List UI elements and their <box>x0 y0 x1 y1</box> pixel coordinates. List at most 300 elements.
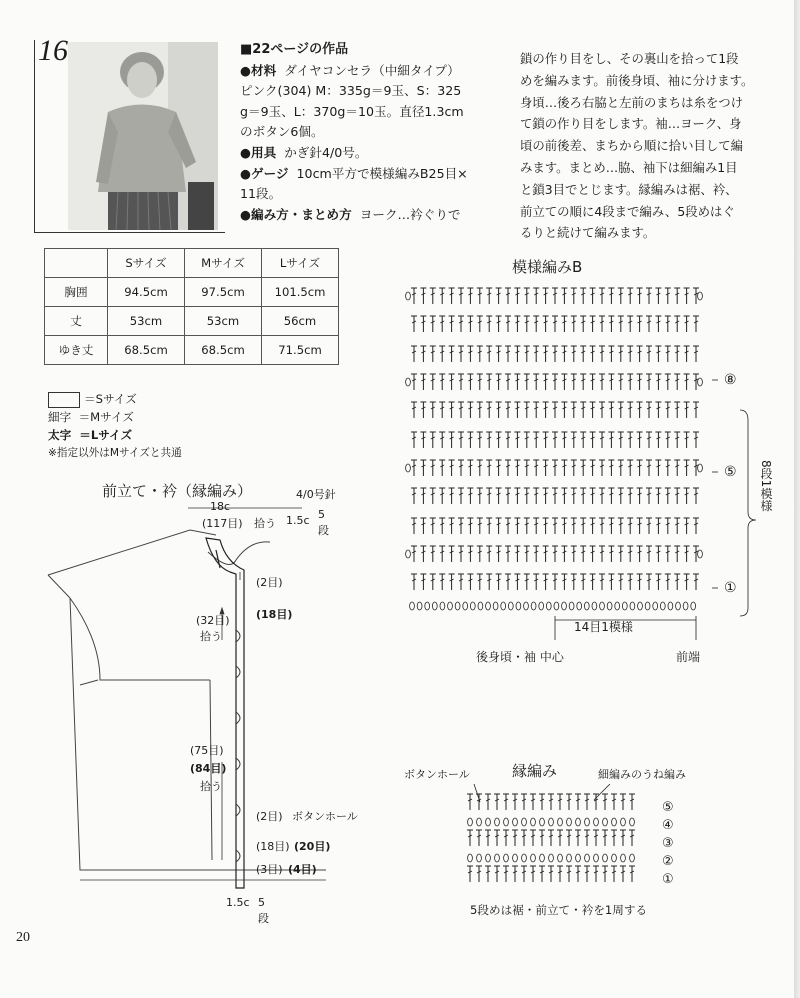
edge-stitch-symbol <box>485 830 491 846</box>
edge-stitch-symbol <box>549 854 554 862</box>
stitch-symbol <box>571 288 577 304</box>
stitch-symbol <box>411 432 417 448</box>
stitch-symbol <box>439 402 445 418</box>
stitch-symbol <box>674 288 680 304</box>
stitch-symbol <box>420 432 426 448</box>
edge-stitch-symbol <box>494 866 500 882</box>
stitch-symbol <box>646 288 652 304</box>
stitch-symbol <box>496 374 502 390</box>
stitch-symbol <box>543 460 549 476</box>
stitch-symbol <box>608 518 614 534</box>
edge-stitch-symbol <box>530 830 536 846</box>
edge-stitch-symbol <box>584 830 590 846</box>
stitch-symbol <box>684 518 690 534</box>
stitch-symbol <box>580 374 586 390</box>
stitch-symbol <box>533 402 539 418</box>
stitch-symbol <box>646 460 652 476</box>
stitch-symbol <box>420 488 426 504</box>
mark-2b: (2目) <box>256 810 283 823</box>
stitch-symbol <box>674 316 680 332</box>
stitch-symbol <box>514 518 520 534</box>
table-header-cell: Mサイズ <box>185 249 262 278</box>
stitch-symbol <box>486 518 492 534</box>
stitch-symbol <box>646 316 652 332</box>
edge-stitch-symbol <box>630 854 635 862</box>
stitch-symbol <box>571 374 577 390</box>
mark-84: (84目) <box>190 762 227 775</box>
stitch-symbol <box>458 316 464 332</box>
stitch-symbol <box>411 288 417 304</box>
stitch-symbol <box>514 346 520 362</box>
edge-stitch-symbol <box>539 830 545 846</box>
edge-stitch-symbol <box>476 866 482 882</box>
stitch-symbol <box>674 488 680 504</box>
stitch-symbol <box>665 546 671 562</box>
stitch-symbol <box>543 432 549 448</box>
stitch-symbol <box>684 374 690 390</box>
stitch-symbol <box>627 374 633 390</box>
desc-line: 頃の前後差、まちから順に拾い目して編 <box>520 138 744 154</box>
stitch-symbol <box>439 546 445 562</box>
stitch-symbol <box>684 346 690 362</box>
stitch-symbol <box>684 432 690 448</box>
stitch-symbol <box>449 288 455 304</box>
stitch-symbol <box>571 402 577 418</box>
stitch-symbol <box>531 602 536 610</box>
stitch-symbol <box>599 432 605 448</box>
edge-stitch-symbol <box>477 854 482 862</box>
info-title: ■22ページの作品 <box>240 42 349 57</box>
stitch-symbol <box>543 316 549 332</box>
stitch-symbol <box>411 346 417 362</box>
stitch-symbol <box>618 546 624 562</box>
edge-stitch-symbol <box>575 794 581 810</box>
stitch-symbol <box>524 602 529 610</box>
stitch-symbol <box>496 346 502 362</box>
edge-stitch-symbol <box>485 794 491 810</box>
stitch-symbol <box>496 518 502 534</box>
stitch-symbol <box>486 374 492 390</box>
stitch-symbol <box>561 402 567 418</box>
stitch-symbol <box>627 288 633 304</box>
stitch-symbol <box>505 460 511 476</box>
edge-stitch-symbol <box>558 818 563 826</box>
model-photo <box>68 42 218 230</box>
width-top: 18c <box>210 500 231 513</box>
stitch-symbol <box>505 288 511 304</box>
legend-note: ※指定以外はMサイズと共通 <box>48 447 182 459</box>
stitch-symbol <box>501 602 506 610</box>
stitch-symbol <box>477 346 483 362</box>
stitch-symbol <box>646 488 652 504</box>
table-cell: 71.5cm <box>262 336 339 365</box>
edge-stitch-symbol <box>557 866 563 882</box>
stitch-symbol <box>561 518 567 534</box>
edge-stitch-symbol <box>521 830 527 846</box>
edge-stitch-symbol <box>476 830 482 846</box>
stitch-symbol <box>524 574 530 590</box>
stitch-symbol <box>533 432 539 448</box>
stitch-symbol <box>543 574 549 590</box>
stitch-symbol <box>449 574 455 590</box>
stitch-symbol <box>467 346 473 362</box>
stitch-symbol <box>477 460 483 476</box>
stitch-symbol <box>599 346 605 362</box>
stitch-symbol <box>533 346 539 362</box>
edge-stitch-symbol <box>495 854 500 862</box>
stitch-symbol <box>514 374 520 390</box>
edge-stitch-symbol <box>495 818 500 826</box>
stitch-symbol <box>580 402 586 418</box>
stitch-symbol <box>693 574 699 590</box>
material-line-1: ピンク(304) M：335g＝9玉、S：325 <box>240 83 462 99</box>
stitch-symbol <box>430 488 436 504</box>
stitch-symbol <box>496 460 502 476</box>
stitch-symbol <box>693 546 699 562</box>
stitches-top: (117目) <box>202 517 243 530</box>
stitch-symbol <box>477 574 483 590</box>
stitch-symbol <box>496 288 502 304</box>
stitch-symbol <box>693 374 699 390</box>
stitch-symbol <box>693 288 699 304</box>
edge-stitch-symbol <box>548 830 554 846</box>
stitch-symbol <box>637 346 643 362</box>
edge-stitch-symbol <box>539 866 545 882</box>
edge-stitch-symbol <box>468 818 473 826</box>
side-top-rows: 5 <box>318 508 325 521</box>
stitch-symbol <box>486 460 492 476</box>
stitch-symbol <box>618 574 624 590</box>
edge-stitch-symbol <box>503 794 509 810</box>
stitch-symbol <box>580 574 586 590</box>
edge-stitch-symbol <box>494 830 500 846</box>
repeat-rows-label: 8段1模様 <box>759 460 773 512</box>
stitch-symbol <box>561 432 567 448</box>
edge-stitch-symbol <box>494 794 500 810</box>
stitch-symbol <box>430 574 436 590</box>
stitch-symbol <box>458 546 464 562</box>
stitch-symbol <box>571 574 577 590</box>
stitch-symbol <box>505 346 511 362</box>
stitch-symbol <box>599 316 605 332</box>
stitch-symbol <box>449 460 455 476</box>
edge-stitch-symbol <box>593 866 599 882</box>
table-cell: 53cm <box>185 307 262 336</box>
stitch-symbol <box>411 316 417 332</box>
stitch-symbol <box>458 346 464 362</box>
stitch-symbol <box>467 402 473 418</box>
mark-20b: (20目) <box>294 840 331 853</box>
stitch-symbol <box>496 574 502 590</box>
stitch-symbol <box>406 292 411 300</box>
edging-row-5: ⑤ <box>662 800 674 815</box>
stitch-symbol <box>410 602 415 610</box>
stitch-symbol <box>561 346 567 362</box>
stitch-symbol <box>449 518 455 534</box>
stitch-symbol <box>458 432 464 448</box>
edge-stitch-symbol <box>567 854 572 862</box>
stitch-symbol <box>477 316 483 332</box>
stitch-symbol <box>496 546 502 562</box>
table-row <box>45 336 339 365</box>
stitch-symbol <box>486 602 491 610</box>
gauge-value-2: 11段。 <box>240 186 282 202</box>
edge-stitch-symbol <box>602 830 608 846</box>
stitch-symbol <box>655 488 661 504</box>
stitch-symbol <box>561 288 567 304</box>
edge-stitch-symbol <box>584 866 590 882</box>
stitch-symbol <box>467 288 473 304</box>
page-edge <box>794 0 800 998</box>
stitch-symbol <box>637 432 643 448</box>
stitch-symbol <box>455 602 460 610</box>
edge-stitch-symbol <box>594 854 599 862</box>
stitch-symbol <box>580 288 586 304</box>
stitch-symbol <box>674 374 680 390</box>
stitch-symbol <box>552 518 558 534</box>
stitch-symbol <box>698 550 703 558</box>
table-cell: 胸囲 <box>45 278 108 307</box>
stitch-symbol <box>467 432 473 448</box>
stitch-symbol <box>411 402 417 418</box>
stitch-symbol <box>486 488 492 504</box>
stitch-symbol <box>458 374 464 390</box>
material-line-2: g＝9玉、L：370g＝10玉。直径1.3cm <box>240 103 464 119</box>
stitch-symbol <box>486 288 492 304</box>
edge-stitch-symbol <box>512 830 518 846</box>
stitch-symbol <box>665 346 671 362</box>
stitch-symbol <box>684 288 690 304</box>
edge-stitch-symbol <box>602 866 608 882</box>
stitch-symbol <box>439 316 445 332</box>
pattern-b-chart <box>400 280 780 650</box>
stitch-symbol <box>420 288 426 304</box>
table-header-row <box>45 249 339 278</box>
stitch-symbol <box>590 460 596 476</box>
edge-stitch-symbol <box>566 866 572 882</box>
stitch-symbol <box>430 432 436 448</box>
stitch-symbol <box>486 346 492 362</box>
stitch-symbol <box>571 316 577 332</box>
stitch-symbol <box>592 602 597 610</box>
stitch-symbol <box>524 460 530 476</box>
edge-stitch-symbol <box>539 794 545 810</box>
stitch-symbol <box>524 346 530 362</box>
stitch-symbol <box>448 602 453 610</box>
edge-stitch-symbol <box>585 854 590 862</box>
stitch-symbol <box>486 574 492 590</box>
stitch-symbol <box>627 574 633 590</box>
stitch-symbol <box>627 316 633 332</box>
stitch-symbol <box>590 402 596 418</box>
edge-stitch-symbol <box>603 854 608 862</box>
edge-stitch-symbol <box>576 854 581 862</box>
description <box>520 48 782 244</box>
stitch-symbol <box>646 574 652 590</box>
mark-2: (2目) <box>256 576 283 589</box>
stitch-symbol <box>655 316 661 332</box>
stitch-symbol <box>571 460 577 476</box>
stitch-symbol <box>514 316 520 332</box>
stitch-symbol <box>590 518 596 534</box>
stitch-symbol <box>552 460 558 476</box>
stitch-symbol <box>477 402 483 418</box>
stitch-symbol <box>627 346 633 362</box>
table-cell: 53cm <box>108 307 185 336</box>
stitch-symbol <box>543 374 549 390</box>
legend-l: ＝Lサイズ <box>79 428 133 442</box>
stitch-symbol <box>561 546 567 562</box>
stitch-symbol <box>608 432 614 448</box>
stitch-symbol <box>637 402 643 418</box>
stitch-symbol <box>552 546 558 562</box>
stitch-symbol <box>449 402 455 418</box>
stitch-symbol <box>655 432 661 448</box>
material-line-0: ダイヤコンセラ（中細タイプ） <box>284 62 460 78</box>
stitch-symbol <box>543 546 549 562</box>
stitch-symbol <box>665 402 671 418</box>
stitch-symbol <box>470 602 475 610</box>
stitch-symbol <box>430 374 436 390</box>
stitch-symbol <box>584 602 589 610</box>
stitch-symbol <box>486 432 492 448</box>
stitch-symbol <box>439 374 445 390</box>
edge-stitch-symbol <box>468 854 473 862</box>
stitch-symbol <box>552 488 558 504</box>
stitch-symbol <box>646 518 652 534</box>
stitch-symbol <box>552 574 558 590</box>
stitch-symbol <box>608 316 614 332</box>
stitch-symbol <box>655 518 661 534</box>
edge-stitch-symbol <box>531 854 536 862</box>
edge-stitch-symbol <box>530 866 536 882</box>
desc-line: と鎖3目でとじます。縁編みは裾、衿、 <box>520 181 738 197</box>
stitch-symbol <box>618 402 624 418</box>
stitch-symbol <box>439 518 445 534</box>
stitch-symbol <box>467 546 473 562</box>
bottom-rows: 5 <box>258 896 265 909</box>
table-cell: 97.5cm <box>185 278 262 307</box>
stitch-symbol <box>599 518 605 534</box>
row-8-marker: ⑧ <box>724 372 737 388</box>
stitch-symbol <box>630 602 635 610</box>
stitch-symbol <box>467 574 473 590</box>
edge-stitch-symbol <box>467 866 473 882</box>
stitch-symbol <box>439 488 445 504</box>
edge-stitch-symbol <box>611 866 617 882</box>
stitch-symbol <box>411 460 417 476</box>
stitch-symbol <box>561 316 567 332</box>
stitch-symbol <box>637 374 643 390</box>
edge-stitch-symbol <box>522 854 527 862</box>
stitch-symbol <box>674 518 680 534</box>
edging-row-1: ① <box>662 872 674 887</box>
edge-stitch-symbol <box>612 854 617 862</box>
stitch-symbol <box>599 288 605 304</box>
stitch-symbol <box>674 574 680 590</box>
edging-row-4: ④ <box>662 818 674 833</box>
table-cell: ゆき丈 <box>45 336 108 365</box>
stitch-symbol <box>449 346 455 362</box>
table-cell: 56cm <box>262 307 339 336</box>
edge-stitch-symbol <box>612 818 617 826</box>
stitch-symbol <box>646 346 652 362</box>
method-label: ●編み方・まとめ方 <box>240 206 352 222</box>
material-label: ●材料 <box>240 62 277 78</box>
stitch-symbol <box>608 460 614 476</box>
stitch-symbol <box>524 402 530 418</box>
edge-stitch-symbol <box>548 794 554 810</box>
stitch-symbol <box>430 316 436 332</box>
stitch-symbol <box>590 346 596 362</box>
stitch-symbol <box>486 402 492 418</box>
stitch-symbol <box>552 432 558 448</box>
stitch-symbol <box>683 602 688 610</box>
edging-row-2: ② <box>662 854 674 869</box>
table-row <box>45 307 339 336</box>
edge-stitch-symbol <box>476 794 482 810</box>
stitch-symbol <box>533 374 539 390</box>
stitch-symbol <box>411 574 417 590</box>
stitch-symbol <box>411 488 417 504</box>
legend-m: ＝Mサイズ <box>78 410 135 424</box>
needle-label: 4/0号針 <box>296 488 336 501</box>
stitch-symbol <box>505 574 511 590</box>
edge-stitch-symbol <box>531 818 536 826</box>
table-cell: 68.5cm <box>185 336 262 365</box>
edge-stitch-symbol <box>575 830 581 846</box>
stitch-symbol <box>618 488 624 504</box>
bottom-unit: 段 <box>258 912 269 925</box>
pattern-number: 16 <box>38 34 68 67</box>
stitch-symbol <box>533 488 539 504</box>
stitch-symbol <box>693 346 699 362</box>
stitch-symbol <box>674 460 680 476</box>
desc-line: 鎖の作り目をし、その裏山を拾って1段 <box>520 51 739 66</box>
stitch-symbol <box>615 602 620 610</box>
table-cell: 68.5cm <box>108 336 185 365</box>
edge-stitch-symbol <box>467 830 473 846</box>
edge-stitch-symbol <box>486 854 491 862</box>
stitch-symbol <box>417 602 422 610</box>
mark-32: (32目) <box>196 614 230 627</box>
stitch-symbol <box>655 402 661 418</box>
stitch-symbol <box>637 488 643 504</box>
stitch-symbol <box>571 346 577 362</box>
stitch-symbol <box>430 402 436 418</box>
method-value: ヨーク…衿ぐりで <box>359 206 461 222</box>
stitch-symbol <box>655 346 661 362</box>
stitch-symbol <box>693 432 699 448</box>
stitch-symbol <box>580 316 586 332</box>
stitch-symbol <box>477 288 483 304</box>
stitch-symbol <box>496 316 502 332</box>
stitch-symbol <box>608 346 614 362</box>
stitch-symbol <box>554 602 559 610</box>
stitch-symbol <box>646 546 652 562</box>
stitch-symbol <box>655 574 661 590</box>
edge-stitch-symbol <box>549 818 554 826</box>
stitch-symbol <box>533 574 539 590</box>
stitch-symbol <box>449 432 455 448</box>
pick-label-1: 拾う <box>200 630 222 643</box>
stitch-symbol <box>646 374 652 390</box>
stitch-symbol <box>508 602 513 610</box>
stitch-symbol <box>590 574 596 590</box>
stitch-symbol <box>607 602 612 610</box>
buttonhole-label: ボタンホール <box>292 810 358 823</box>
stitch-symbol <box>514 574 520 590</box>
